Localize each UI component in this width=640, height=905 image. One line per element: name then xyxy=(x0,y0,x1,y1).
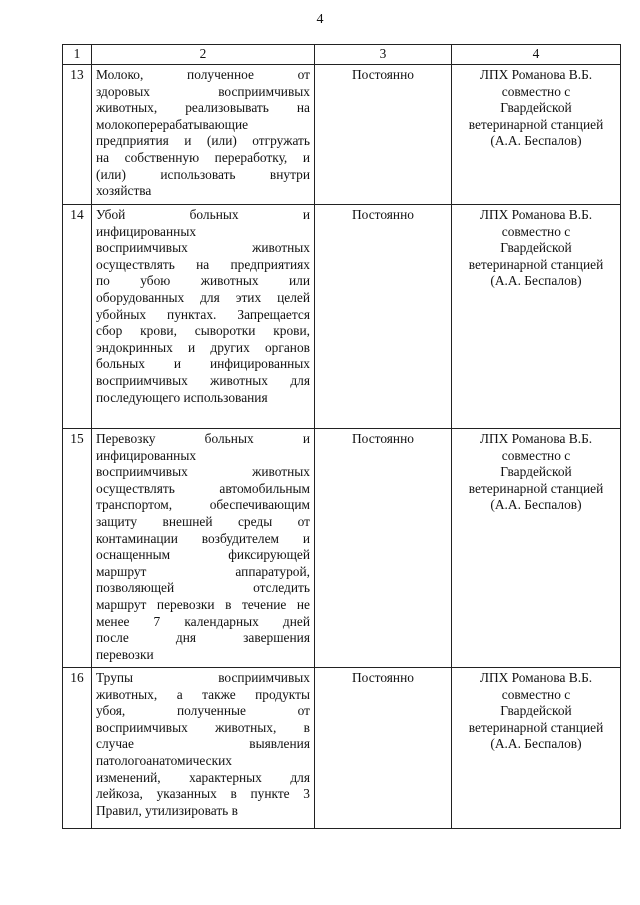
row-number: 15 xyxy=(63,429,92,668)
measure-line: оборудованных для этих целей xyxy=(96,289,310,305)
responsible-text xyxy=(452,205,621,429)
measure-line: (или) использовать внутри xyxy=(96,166,310,182)
measure-line: маршрут аппаратурой, xyxy=(96,563,310,579)
measure-line: хозяйства xyxy=(96,183,152,199)
measure-line: инфицированных xyxy=(96,447,197,463)
responsible-line: ветеринарной станцией xyxy=(468,116,604,132)
measure-line: оснащенным фиксирующей xyxy=(96,547,310,563)
table-row xyxy=(63,205,621,429)
header-col-1: 1 xyxy=(63,45,92,65)
measure-line: молокоперерабатывающие xyxy=(96,116,249,132)
measure-line: сбор крови, сыворотки крови, xyxy=(96,323,310,339)
row-number: 13 xyxy=(63,65,92,205)
measure-line: больных и инфицированных xyxy=(96,356,310,372)
header-col-2: 2 xyxy=(92,45,315,65)
measure-line: животных, а также продукты xyxy=(96,686,310,702)
measure-line: восприимчивых животных, в xyxy=(96,719,310,735)
measure-line: осуществлять на предприятиях xyxy=(96,256,310,272)
responsible-line: Гвардейской xyxy=(500,703,572,719)
responsible-line: совместно с xyxy=(501,686,571,702)
measure-line: Трупы восприимчивых xyxy=(96,670,310,685)
measure-line: животных, реализовывать на xyxy=(96,100,310,116)
row-number: 16 xyxy=(63,668,92,829)
measure-line: убойных пунктах. Запрещается xyxy=(96,306,310,322)
term-text: Постоянно xyxy=(315,65,452,205)
header-col-3: 3 xyxy=(315,45,452,65)
measure-line: последующего использования xyxy=(96,389,268,405)
measure-line: патологоанатомических xyxy=(96,752,232,768)
table-body xyxy=(63,65,621,829)
responsible-text xyxy=(452,668,621,829)
table-row xyxy=(63,429,621,668)
row-number: 14 xyxy=(63,205,92,429)
responsible-line: ветеринарной станцией xyxy=(468,719,604,735)
measure-text xyxy=(92,65,315,205)
term-text: Постоянно xyxy=(315,429,452,668)
measure-line: предприятия и (или) отгружать xyxy=(96,133,310,149)
responsible-line: ветеринарной станцией xyxy=(468,480,604,496)
measure-line: Убой больных и xyxy=(96,207,310,222)
measure-text xyxy=(92,668,315,829)
responsible-line: ЛПХ Романова В.Б. xyxy=(479,431,593,446)
responsible-line: совместно с xyxy=(501,223,571,239)
measure-line: здоровых восприимчивых xyxy=(96,83,310,99)
responsible-line: (А.А. Беспалов) xyxy=(490,497,582,513)
header-col-4: 4 xyxy=(452,45,621,65)
measure-line: изменений, характерных для xyxy=(96,769,310,785)
measure-line: по убою животных или xyxy=(96,273,310,289)
measure-line: контаминации возбудителем и xyxy=(96,530,310,546)
responsible-line: ЛПХ Романова В.Б. xyxy=(479,207,593,222)
responsible-line: Гвардейской xyxy=(500,240,572,256)
measure-line: Правил, утилизировать в xyxy=(96,802,238,818)
measure-line: после дня завершения xyxy=(96,630,310,646)
responsible-line: ветеринарной станцией xyxy=(468,256,604,272)
responsible-line: (А.А. Беспалов) xyxy=(490,133,582,149)
measure-line: инфицированных xyxy=(96,223,197,239)
measure-line: перевозки xyxy=(96,646,154,662)
measure-line: Перевозку больных и xyxy=(96,431,310,446)
table-row xyxy=(63,668,621,829)
measure-line: транспортом, обеспечивающим xyxy=(96,497,310,513)
responsible-line: ЛПХ Романова В.Б. xyxy=(479,67,593,82)
table-row xyxy=(63,65,621,205)
measure-line: защиту внешней среды от xyxy=(96,513,310,529)
measure-text xyxy=(92,429,315,668)
responsible-line: Гвардейской xyxy=(500,464,572,480)
measure-line: случае выявления xyxy=(96,736,310,752)
responsible-text xyxy=(452,65,621,205)
table-header-row xyxy=(63,45,621,65)
measure-line: Молоко, полученное от xyxy=(96,67,310,82)
measure-line: восприимчивых животных для xyxy=(96,372,310,388)
responsible-line: совместно с xyxy=(501,83,571,99)
responsible-line: (А.А. Беспалов) xyxy=(490,736,582,752)
measure-line: убоя, полученные от xyxy=(96,703,310,719)
responsible-line: совместно с xyxy=(501,447,571,463)
measure-line: маршрут перевозки в течение не xyxy=(96,596,310,612)
term-text: Постоянно xyxy=(315,205,452,429)
responsible-text xyxy=(452,429,621,668)
measures-table xyxy=(62,44,621,829)
responsible-line: Гвардейской xyxy=(500,100,572,116)
measure-line: лейкоза, указанных в пункте 3 xyxy=(96,786,310,802)
measure-line: восприимчивых животных xyxy=(96,464,310,480)
measure-line: позволяющей отследить xyxy=(96,580,310,596)
term-text: Постоянно xyxy=(315,668,452,829)
measure-line: эндокринных и других органов xyxy=(96,339,310,355)
responsible-line: ЛПХ Романова В.Б. xyxy=(479,670,593,685)
measure-line: менее 7 календарных дней xyxy=(96,613,310,629)
measure-text xyxy=(92,205,315,429)
page-number: 4 xyxy=(316,12,324,27)
measure-line: осуществлять автомобильным xyxy=(96,480,310,496)
measure-line: восприимчивых животных xyxy=(96,240,310,256)
measure-line: на собственную переработку, и xyxy=(96,149,310,165)
responsible-line: (А.А. Беспалов) xyxy=(490,273,582,289)
